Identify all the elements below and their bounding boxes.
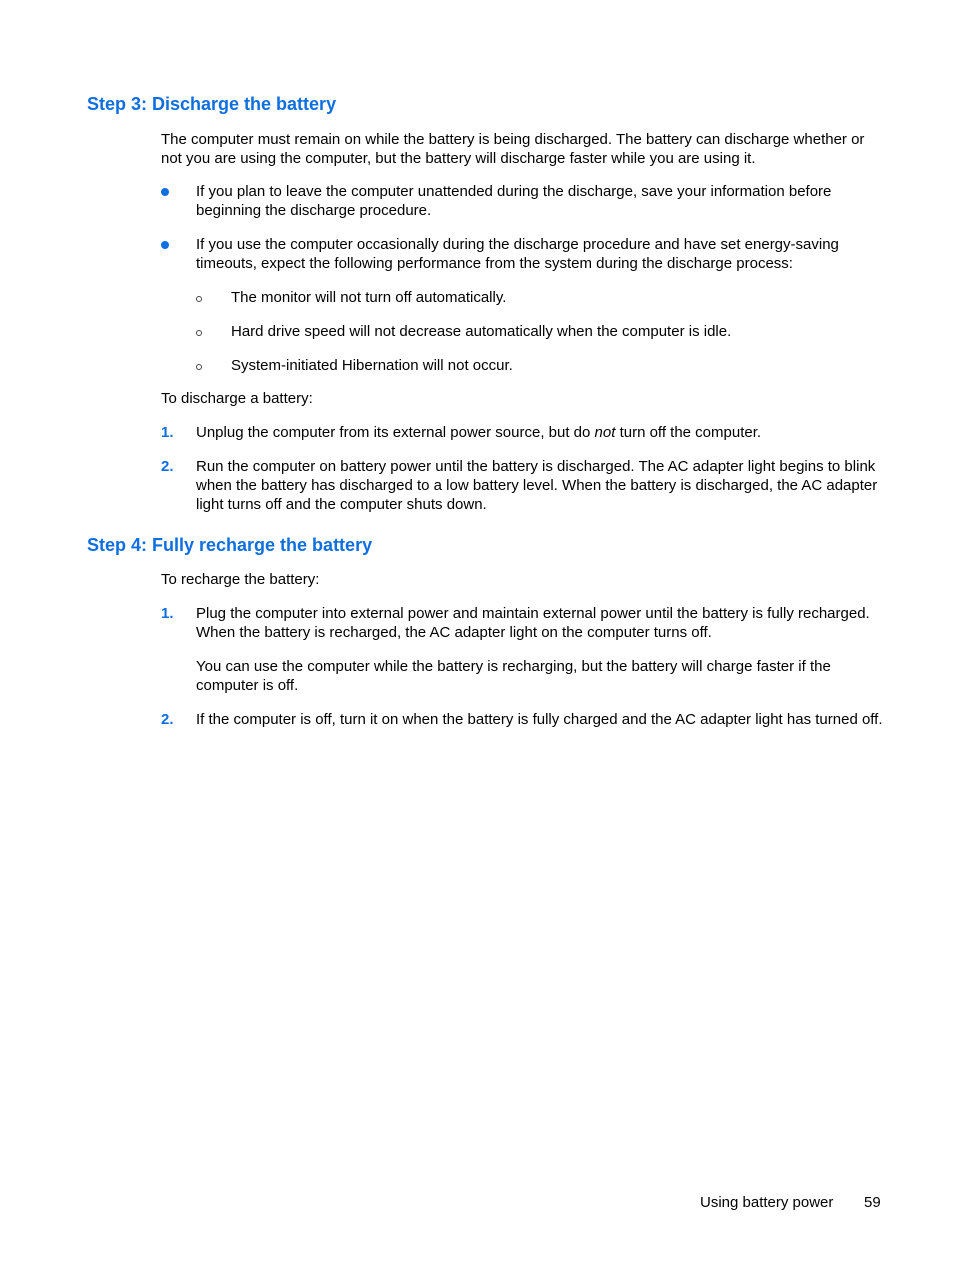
step3-step-2-text: Run the computer on battery power until the battery is discharged. The AC adapter light begins to blink when the battery has discharged to a low battery level. When the battery is discharged, the AC adapter light turns off and the computer shuts down. — [196, 458, 878, 513]
step3-step-1-text — [196, 423, 888, 442]
step3-heading: Step 3: Discharge the battery — [87, 94, 337, 114]
step3-sub-bullet-1: The monitor will not turn off automatically. — [231, 289, 507, 306]
step4-step-2-number: 2. — [161, 711, 174, 728]
step4-step-1-note: You can use the computer while the battery is recharging, but the battery will charge faster if the computer is off. — [196, 658, 831, 694]
step3-step-1-text-after: turn off the computer. — [615, 424, 762, 441]
step4-step-1-number: 1. — [161, 605, 174, 622]
sub-bullet-icon — [196, 330, 202, 336]
step3-step-1-text-before: Unplug the computer from its external power source, but do — [196, 424, 595, 441]
step4-step-2-text: If the computer is off, turn it on when the battery is fully charged and the AC adapter light has turned off. — [196, 711, 883, 728]
step3-bullet-1: If you plan to leave the computer unattended during the discharge, save your information before beginning the discharge procedure. — [196, 183, 832, 219]
step3-sub-bullet-3: System-initiated Hibernation will not occur. — [231, 357, 513, 374]
step4-procedure-intro: To recharge the battery: — [161, 571, 320, 588]
bullet-icon — [161, 241, 169, 249]
step3-step-1-emphasis: not — [594, 424, 616, 441]
step4-step-1-text: Plug the computer into external power and maintain external power until the battery is fully recharged. When the battery is recharged, the AC adapter light on the computer turns off. — [196, 605, 870, 641]
step4-heading: Step 4: Fully recharge the battery — [87, 535, 373, 555]
step3-procedure-intro: To discharge a battery: — [161, 390, 313, 407]
step3-step-1-number: 1. — [161, 424, 174, 441]
step3-bullet-2: If you use the computer occasionally during the discharge procedure and have set energy-saving timeouts, expect the following performance from the system during the discharge process: — [196, 236, 839, 272]
footer-page-number: 59 — [864, 1194, 881, 1211]
step3-intro-paragraph: The computer must remain on while the battery is being discharged. The battery can discharge whether or not you are using the computer, but the battery will discharge faster while you are using it. — [161, 131, 865, 167]
step3-sub-bullet-2: Hard drive speed will not decrease automatically when the computer is idle. — [231, 323, 732, 340]
bullet-icon — [161, 188, 169, 196]
step3-step-2-number: 2. — [161, 458, 174, 475]
footer-section-title: Using battery power — [700, 1194, 834, 1211]
sub-bullet-icon — [196, 364, 202, 370]
sub-bullet-icon — [196, 296, 202, 302]
